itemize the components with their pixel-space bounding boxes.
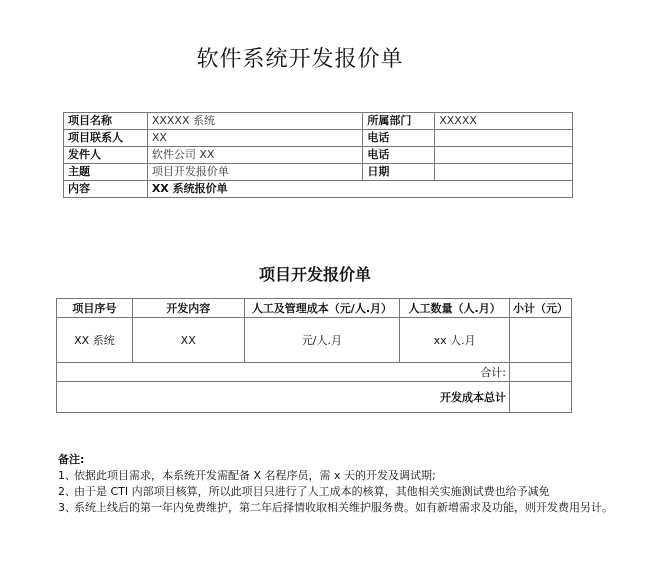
quote-table (56, 298, 572, 413)
date-value (435, 164, 573, 181)
content-value: XX 系统报价单 (147, 181, 572, 198)
notes-section (58, 452, 618, 516)
note-text: 由于是 CTI 内部项目核算，所以此项目只进行了人工成本的核算，其他相关实施测试费也给予减免 (74, 485, 550, 498)
phone-label: 电话 (363, 130, 435, 147)
col-header-content: 开发内容 (132, 299, 244, 318)
note-item (58, 468, 618, 484)
contact-value: XX (147, 130, 363, 147)
note-text: 系统上线后的第一年内免费维护，第二年后择情收取相关维护服务费。如有新增需求及功能，则开发费用另计。 (74, 501, 613, 514)
info-row (64, 113, 573, 130)
table-row (57, 318, 572, 363)
sender-label: 发件人 (64, 147, 148, 164)
subject-value: 项目开发报价单 (147, 164, 363, 181)
department-label: 所属部门 (363, 113, 435, 130)
note-text: 依据此项目需求，本系统开发需配备 X 名程序员，需 x 天的开发及调试期; (74, 469, 436, 482)
col-header-subtotal: 小计（元） (510, 299, 572, 318)
phone-value (435, 130, 573, 147)
quote-title: 项目开发报价单 (258, 265, 371, 284)
cell-content: XX (132, 318, 244, 363)
notes-heading: 备注: (58, 453, 85, 466)
date-label: 日期 (363, 164, 435, 181)
info-row (64, 147, 573, 164)
note-number: 3、 (58, 501, 76, 514)
subtotal-row (57, 363, 572, 382)
cell-subtotal (510, 318, 572, 363)
project-info-table (63, 112, 573, 198)
document-title: 软件系统开发报价单 (196, 47, 404, 72)
total-value (510, 382, 572, 413)
sender-phone-label: 电话 (363, 147, 435, 164)
subtotal-label: 合计: (57, 363, 510, 382)
total-label: 开发成本总计 (57, 382, 510, 413)
info-row (64, 164, 573, 181)
note-number: 1、 (58, 469, 76, 482)
col-header-cost: 人工及管理成本（元/人.月） (244, 299, 400, 318)
department-value: XXXXX (435, 113, 573, 130)
subject-label: 主题 (64, 164, 148, 181)
cell-quantity: xx 人.月 (400, 318, 510, 363)
cell-cost: 元/人.月 (244, 318, 400, 363)
quote-header-row (57, 299, 572, 318)
note-item (58, 500, 618, 516)
project-name-value: XXXXX 系统 (147, 113, 363, 130)
total-row (57, 382, 572, 413)
sender-phone-value (435, 147, 573, 164)
note-item (58, 484, 618, 500)
content-label: 内容 (64, 181, 148, 198)
info-row (64, 181, 573, 198)
info-row (64, 130, 573, 147)
cell-index: XX 系统 (57, 318, 133, 363)
project-name-label: 项目名称 (64, 113, 148, 130)
note-number: 2、 (58, 485, 76, 498)
col-header-quantity: 人工数量（人.月） (400, 299, 510, 318)
subtotal-value (510, 363, 572, 382)
col-header-index: 项目序号 (57, 299, 133, 318)
contact-label: 项目联系人 (64, 130, 148, 147)
sender-value: 软件公司 XX (147, 147, 363, 164)
